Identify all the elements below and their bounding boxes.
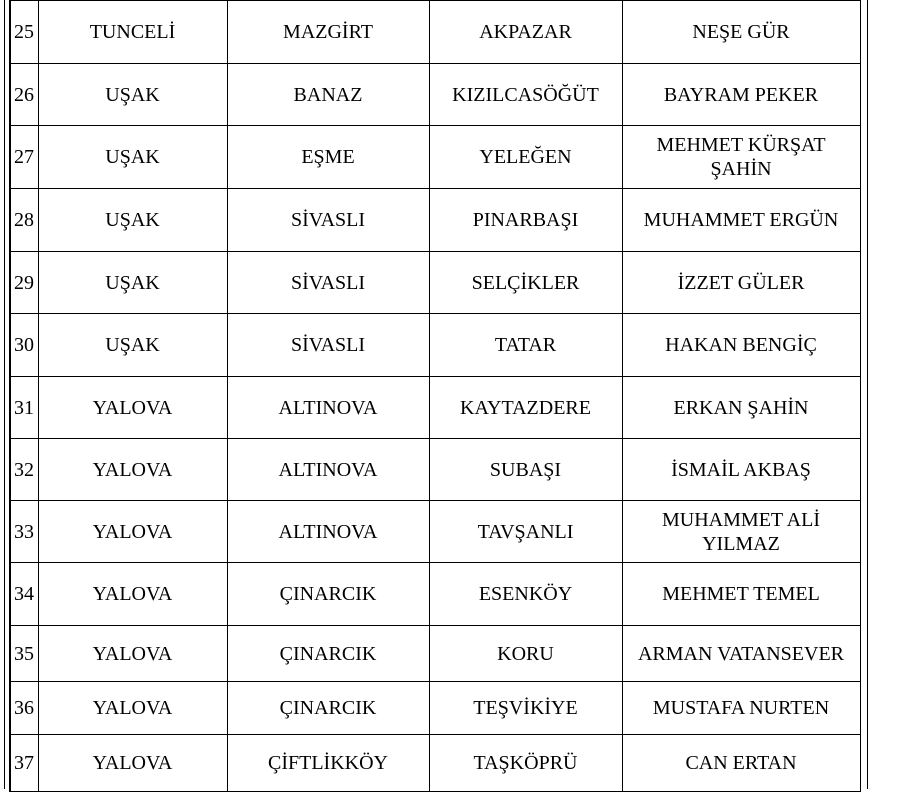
row-number: 31 (10, 377, 38, 439)
village-cell: KORU (429, 626, 622, 682)
table-row (10, 626, 860, 682)
province-cell: YALOVA (38, 439, 227, 501)
table-row (10, 1, 860, 64)
village-cell: KIZILCASÖĞÜT (429, 64, 622, 126)
village-cell: KAYTAZDERE (429, 377, 622, 439)
district-cell: ÇINARCIK (227, 626, 429, 682)
row-number: 30 (10, 314, 38, 377)
table-row (10, 64, 860, 126)
table-row (10, 563, 860, 626)
row-number: 25 (10, 1, 38, 64)
name-cell: BAYRAM PEKER (622, 64, 860, 126)
row-number: 26 (10, 64, 38, 126)
name-cell: İSMAİL AKBAŞ (622, 439, 860, 501)
page-edge-right (867, 0, 868, 789)
row-number: 37 (10, 735, 38, 792)
village-cell: YELEĞEN (429, 126, 622, 189)
province-cell: UŞAK (38, 126, 227, 189)
province-cell: YALOVA (38, 735, 227, 792)
village-cell: PINARBAŞI (429, 189, 622, 252)
table-row (10, 682, 860, 735)
table-row (10, 314, 860, 377)
province-cell: UŞAK (38, 252, 227, 314)
row-number: 27 (10, 126, 38, 189)
row-number: 34 (10, 563, 38, 626)
province-cell: YALOVA (38, 682, 227, 735)
village-cell: ESENKÖY (429, 563, 622, 626)
district-cell: BANAZ (227, 64, 429, 126)
village-cell: TEŞVİKİYE (429, 682, 622, 735)
row-number: 35 (10, 626, 38, 682)
table-row (10, 377, 860, 439)
village-cell: TAVŞANLI (429, 501, 622, 563)
officials-table (9, 0, 861, 792)
name-cell: İZZET GÜLER (622, 252, 860, 314)
name-cell: HAKAN BENGİÇ (622, 314, 860, 377)
district-cell: SİVASLI (227, 189, 429, 252)
name-cell: CAN ERTAN (622, 735, 860, 792)
name-cell: ARMAN VATANSEVER (622, 626, 860, 682)
district-cell: ALTINOVA (227, 377, 429, 439)
row-number: 29 (10, 252, 38, 314)
district-cell: EŞME (227, 126, 429, 189)
village-cell: TATAR (429, 314, 622, 377)
district-cell: MAZGİRT (227, 1, 429, 64)
table-row (10, 252, 860, 314)
name-cell: NEŞE GÜR (622, 1, 860, 64)
province-cell: UŞAK (38, 314, 227, 377)
row-number: 33 (10, 501, 38, 563)
province-cell: TUNCELİ (38, 1, 227, 64)
district-cell: SİVASLI (227, 252, 429, 314)
district-cell: ÇINARCIK (227, 563, 429, 626)
district-cell: ALTINOVA (227, 439, 429, 501)
table-row (10, 501, 860, 563)
table-row (10, 189, 860, 252)
village-cell: AKPAZAR (429, 1, 622, 64)
page-edge-left (4, 0, 5, 789)
table-row (10, 126, 860, 189)
table-row (10, 439, 860, 501)
name-cell: MUHAMMET ALİ YILMAZ (622, 501, 860, 563)
province-cell: YALOVA (38, 626, 227, 682)
province-cell: YALOVA (38, 501, 227, 563)
village-cell: SUBAŞI (429, 439, 622, 501)
district-cell: ÇİFTLİKKÖY (227, 735, 429, 792)
village-cell: TAŞKÖPRÜ (429, 735, 622, 792)
table-row (10, 735, 860, 792)
name-cell: MUHAMMET ERGÜN (622, 189, 860, 252)
province-cell: UŞAK (38, 64, 227, 126)
district-cell: SİVASLI (227, 314, 429, 377)
row-number: 28 (10, 189, 38, 252)
district-cell: ALTINOVA (227, 501, 429, 563)
name-cell: ERKAN ŞAHİN (622, 377, 860, 439)
row-number: 32 (10, 439, 38, 501)
province-cell: YALOVA (38, 377, 227, 439)
name-cell: MUSTAFA NURTEN (622, 682, 860, 735)
row-number: 36 (10, 682, 38, 735)
name-cell: MEHMET TEMEL (622, 563, 860, 626)
province-cell: UŞAK (38, 189, 227, 252)
district-cell: ÇINARCIK (227, 682, 429, 735)
name-cell: MEHMET KÜRŞAT ŞAHİN (622, 126, 860, 189)
province-cell: YALOVA (38, 563, 227, 626)
village-cell: SELÇİKLER (429, 252, 622, 314)
